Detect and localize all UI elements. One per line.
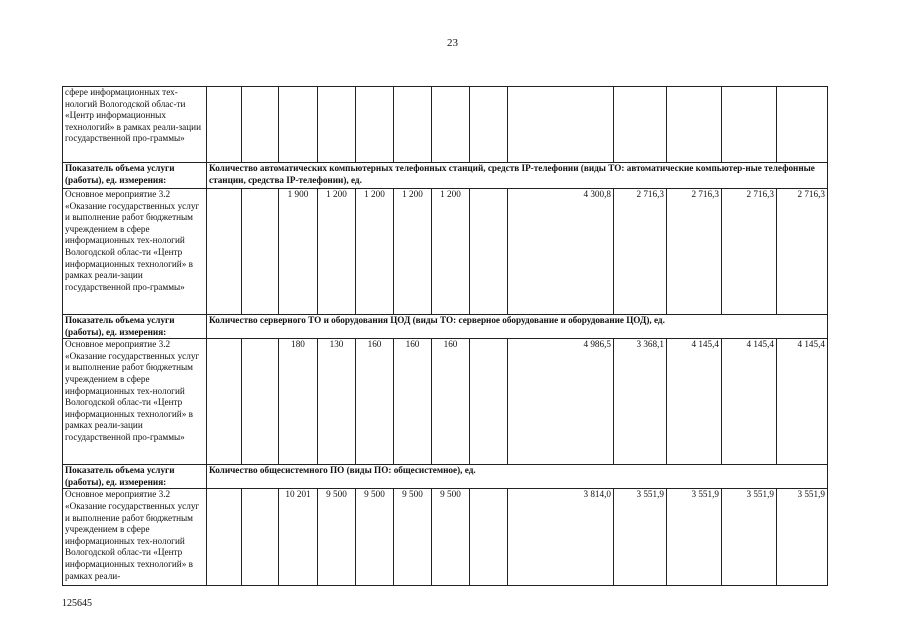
table-cell <box>777 87 828 163</box>
table-cell: 160 <box>432 339 470 465</box>
row-label: Основное мероприятие 3.2 «Оказание государственных услуг и выполнение работ бюджетным учреждением в сфере информационных тех-нологий Вологодской облас-ти «Центр информационных технологий» в рамках реали-зации государственной про-граммы» <box>63 339 207 465</box>
table-cell: 4 300,8 <box>508 189 614 315</box>
table-cell: 4 145,4 <box>777 339 828 465</box>
table-cell: 2 716,3 <box>722 189 777 315</box>
document-id: 125645 <box>62 598 92 609</box>
table-cell: 10 201 <box>279 489 318 586</box>
table-cell: 3 551,9 <box>667 489 722 586</box>
table-cell: 4 986,5 <box>508 339 614 465</box>
table-cell <box>394 87 432 163</box>
indicator-text: Количество серверного ТО и оборудования ЦОД (виды ТО: серверное оборудование и оборудование ЦОД), ед. <box>207 315 828 339</box>
table-cell: 3 551,9 <box>614 489 667 586</box>
table-cell: 9 500 <box>318 489 356 586</box>
table-cell <box>207 339 242 465</box>
table-cell: 9 500 <box>432 489 470 586</box>
table-cell: 3 551,9 <box>722 489 777 586</box>
table-cell <box>667 87 722 163</box>
indicator-label: Показатель объема услуги (работы), ед. измерения: <box>63 465 207 489</box>
indicator-text: Количество автоматических компьютерных телефонных станций, средств IP-телефонии (виды ТО: автоматические компьютер-ные телефонные станции, средства IP-телефонии), ед. <box>207 163 828 189</box>
indicator-text: Количество общесистемного ПО (виды ПО: общесистемное), ед. <box>207 465 828 489</box>
table-cell <box>356 87 394 163</box>
table-row <box>63 489 828 586</box>
table-cell <box>722 87 777 163</box>
table-cell: 3 814,0 <box>508 489 614 586</box>
table-cell <box>207 87 242 163</box>
row-label: Основное мероприятие 3.2 «Оказание государственных услуг и выполнение работ бюджетным учреждением в сфере информационных тех-нологий Вологодской облас-ти «Центр информационных технологий» в рамках реали- <box>63 489 207 586</box>
indicator-row <box>63 315 828 339</box>
table-cell <box>470 489 508 586</box>
table-body <box>63 87 828 586</box>
indicator-table <box>62 86 828 586</box>
table-cell: 3 368,1 <box>614 339 667 465</box>
table-cell <box>207 189 242 315</box>
table-cell <box>242 189 279 315</box>
table-cell: 160 <box>394 339 432 465</box>
table-cell <box>432 87 470 163</box>
table-cell <box>242 489 279 586</box>
row-label: сфере информационных тех-нологий Вологодской облас-ти «Центр информационных технологий» в рамках реали-зации государственной про-граммы» <box>63 87 207 163</box>
table-cell: 4 145,4 <box>722 339 777 465</box>
indicator-row <box>63 465 828 489</box>
table-cell <box>470 87 508 163</box>
table-cell: 3 551,9 <box>777 489 828 586</box>
table-cell <box>508 87 614 163</box>
table-row <box>63 189 828 315</box>
table-cell <box>207 489 242 586</box>
table-cell: 1 900 <box>279 189 318 315</box>
table-cell <box>242 87 279 163</box>
table-cell: 1 200 <box>394 189 432 315</box>
table-cell: 9 500 <box>356 489 394 586</box>
table-cell <box>470 189 508 315</box>
table-cell <box>242 339 279 465</box>
page-number: 23 <box>447 37 458 49</box>
table-cell: 130 <box>318 339 356 465</box>
table-cell: 9 500 <box>394 489 432 586</box>
table-cell: 1 200 <box>318 189 356 315</box>
row-label: Основное мероприятие 3.2 «Оказание государственных услуг и выполнение работ бюджетным учреждением в сфере информационных тех-нологий Вологодской облас-ти «Центр информационных технологий» в рамках реали-зации государственной про-граммы» <box>63 189 207 315</box>
table-cell <box>614 87 667 163</box>
table-cell: 2 716,3 <box>614 189 667 315</box>
indicator-row <box>63 163 828 189</box>
indicator-label: Показатель объема услуги (работы), ед. измерения: <box>63 163 207 189</box>
table-cell <box>279 87 318 163</box>
table-cell: 180 <box>279 339 318 465</box>
table-cell <box>470 339 508 465</box>
table-cell: 4 145,4 <box>667 339 722 465</box>
table-cell: 2 716,3 <box>667 189 722 315</box>
table-cell: 1 200 <box>432 189 470 315</box>
table-row <box>63 339 828 465</box>
indicator-label: Показатель объема услуги (работы), ед. измерения: <box>63 315 207 339</box>
table-row <box>63 87 828 163</box>
table-cell: 2 716,3 <box>777 189 828 315</box>
table-cell: 160 <box>356 339 394 465</box>
table-cell: 1 200 <box>356 189 394 315</box>
table-cell <box>318 87 356 163</box>
